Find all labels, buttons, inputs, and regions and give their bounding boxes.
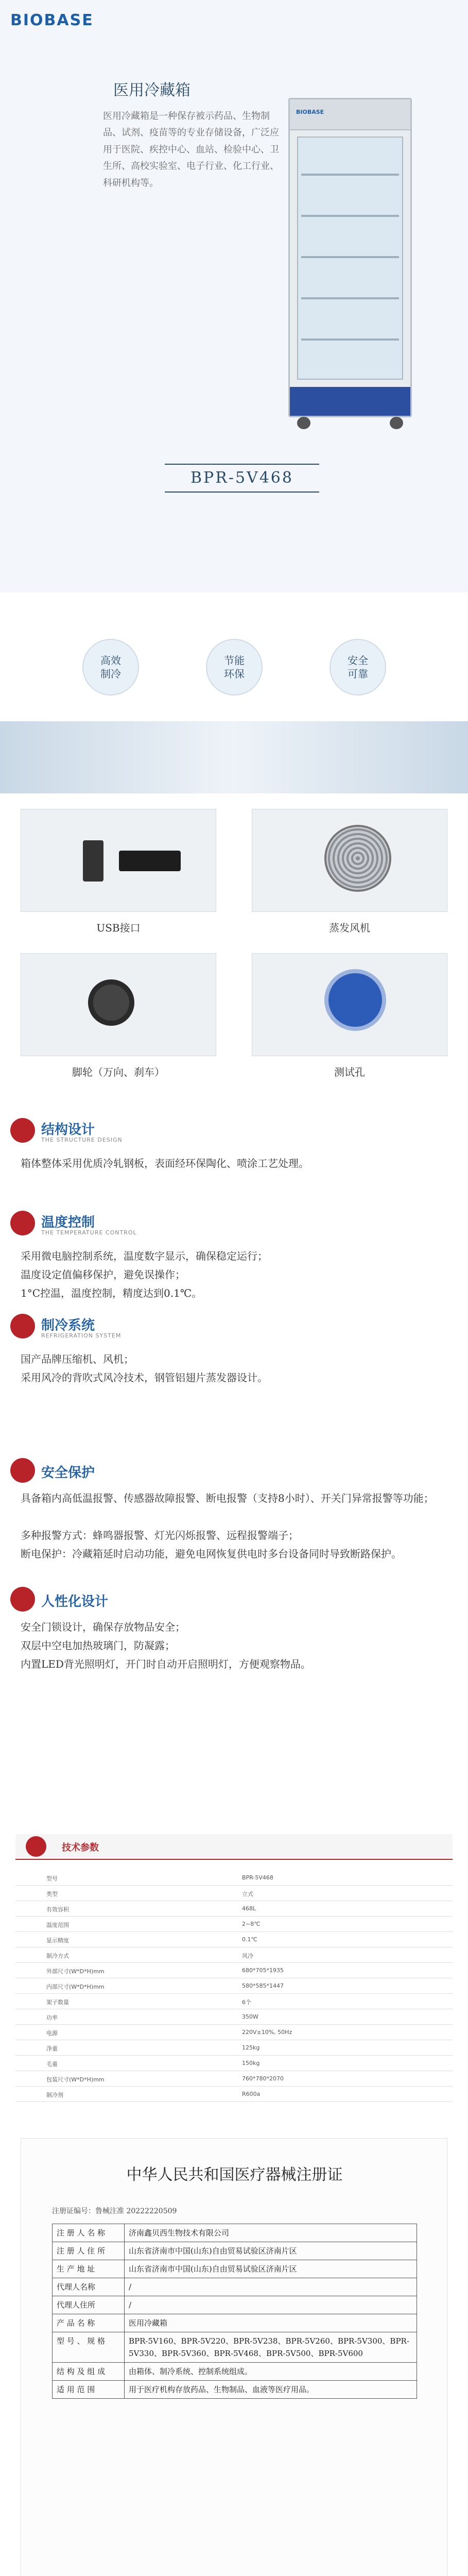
caster-wheel xyxy=(297,417,310,429)
spec-icon xyxy=(26,1836,46,1857)
section-text: 温度设定值偏移保护，避免误操作； xyxy=(21,1268,185,1281)
section-title: 制冷系统 xyxy=(41,1318,95,1333)
feature-safety: 安全 可靠 xyxy=(330,639,386,696)
spec-row xyxy=(15,1994,453,2009)
registration-certificate xyxy=(21,2138,447,2576)
cert-field-label: 产 品 名 称 xyxy=(53,2314,125,2332)
spec-value: 580*585*1447 xyxy=(242,1982,284,1989)
spec-value: 468L xyxy=(242,1905,256,1912)
spec-value: 220V±10%, 50Hz xyxy=(242,2029,292,2036)
hero-section xyxy=(0,0,468,592)
temperature-icon xyxy=(10,1211,35,1235)
spec-row xyxy=(15,2040,453,2056)
detail-caption: 蒸发风机 xyxy=(329,922,370,934)
spec-key: 有效容积 xyxy=(46,1906,69,1913)
shelf xyxy=(301,215,399,217)
spec-value: 150kg xyxy=(242,2060,260,2066)
usb-detail-image xyxy=(21,809,216,912)
section-title: 安全保护 xyxy=(41,1465,95,1481)
detail-caption: USB接口 xyxy=(96,922,141,934)
cert-row xyxy=(53,2332,417,2363)
spec-row xyxy=(15,2071,453,2087)
section-title: 温度控制 xyxy=(41,1215,95,1230)
cert-row xyxy=(53,2314,417,2332)
product-title: 医用冷藏箱 xyxy=(113,81,190,99)
cert-field-value: / xyxy=(125,2278,417,2296)
spec-row xyxy=(15,1901,453,1917)
cert-row xyxy=(53,2363,417,2381)
cert-field-label: 代理人名称 xyxy=(53,2278,125,2296)
caster-wheel xyxy=(390,417,403,429)
usb-port-icon xyxy=(83,840,103,882)
cert-title: 中华人民共和国医疗器械注册证 xyxy=(126,2166,343,2184)
product-description: 医用冷藏箱是一种保存被示药品、生物制品、试剂、疫苗等的专业存储设备，广泛应用于医院、疾控中心、血站、检验中心、卫生所、高校实验室、电子行业、化工行业、科研机构等。 xyxy=(103,111,279,189)
spec-row xyxy=(15,1886,453,1901)
section-title: 人性化设计 xyxy=(41,1594,109,1609)
caster-detail-image xyxy=(21,953,216,1056)
fridge-glass-door xyxy=(297,137,403,380)
fan-icon xyxy=(324,825,391,892)
section-text: 采用风冷的背吹式风冷技术，钢管铝翅片蒸发器设计。 xyxy=(21,1371,268,1384)
spec-row xyxy=(15,1978,453,1994)
section-subtitle: REFRIGERATION SYSTEM xyxy=(41,1332,122,1339)
section-text: 断电保护：冷藏箱延时启动功能，避免电网恢复供电时多台设备同时导致断路保护。 xyxy=(21,1548,402,1560)
cert-table xyxy=(52,2224,417,2399)
section-text: 具备箱内高低温报警、传感器故障报警、断电报警（支持8小时）、开关门异常报警等功能； xyxy=(21,1492,434,1504)
spec-key: 架子数量 xyxy=(46,1999,69,2006)
cert-field-value: 由箱体、制冷系统、控制系统组成。 xyxy=(125,2363,417,2381)
spec-value: 2~8℃ xyxy=(242,1921,261,1927)
cert-field-value: 用于医疗机构存放药品、生物制品、血液等医疗用品。 xyxy=(125,2381,417,2399)
spec-title: 技术参数 xyxy=(62,1842,99,1853)
detail-caption: 测试孔 xyxy=(334,1066,365,1078)
refrigeration-icon xyxy=(10,1314,35,1338)
cert-field-value: 济南鑫贝西生物技术有限公司 xyxy=(125,2224,417,2242)
details-section xyxy=(0,799,468,1108)
cert-number: 注册证编号：鲁械注准 20222220509 xyxy=(52,2207,177,2215)
spec-key: 功率 xyxy=(46,2014,58,2021)
section-text: 采用微电脑控制系统，温度数字显示，确保稳定运行； xyxy=(21,1250,268,1262)
cert-field-label: 注 册 人 住 所 xyxy=(53,2242,125,2260)
spec-key: 毛重 xyxy=(46,2061,58,2067)
safety-icon xyxy=(10,1458,35,1483)
spec-key: 显示精度 xyxy=(46,1937,69,1944)
structure-icon xyxy=(10,1118,35,1143)
spec-row xyxy=(15,1932,453,1947)
spec-key: 包装尺寸(W*D*H)mm xyxy=(46,2076,105,2083)
feature-banner-image xyxy=(0,721,468,793)
spec-value: 立式 xyxy=(242,1891,253,1897)
spec-key: 类型 xyxy=(46,1891,58,1897)
features-section xyxy=(0,592,468,799)
cert-field-value: BPR-5V160、BPR-5V220、BPR-5V238、BPR-5V260、BPR-5V300、BPR-5V330、BPR-5V360、BPR-5V468、BPR-5V500、BPR-5V600 xyxy=(125,2332,417,2363)
spec-row xyxy=(15,2056,453,2071)
section-title: 结构设计 xyxy=(41,1122,95,1138)
section-text: 安全门锁设计，确保存放物品安全； xyxy=(21,1621,185,1633)
spec-key: 电源 xyxy=(46,2030,58,2037)
spec-value: 0.1℃ xyxy=(242,1936,257,1943)
cert-field-label: 型 号 、 规 格 xyxy=(53,2332,125,2363)
spec-value: 125kg xyxy=(242,2044,260,2051)
detail-caption: 脚轮（万向、刹车） xyxy=(72,1066,165,1078)
section-subtitle: THE TEMPERATURE CONTROL xyxy=(41,1229,137,1236)
fan-detail-image xyxy=(252,809,447,912)
fridge-brand: BIOBASE xyxy=(296,109,324,115)
fridge-base xyxy=(290,387,410,416)
cert-field-label: 结 构 及 组 成 xyxy=(53,2363,125,2381)
cert-row xyxy=(53,2242,417,2260)
spec-section xyxy=(0,1834,468,2123)
cert-row xyxy=(53,2224,417,2242)
shelf xyxy=(301,174,399,176)
spec-value: 680*705*1935 xyxy=(242,1967,284,1974)
brand-logo: BIOBASE xyxy=(10,11,94,29)
model-label: BPR-5V468 xyxy=(165,464,319,493)
spec-value: R600a xyxy=(242,2091,261,2097)
section-text: 箱体整体采用优质冷轧钢板，表面经环保陶化、喷涂工艺处理。 xyxy=(21,1157,309,1170)
cert-field-value: / xyxy=(125,2296,417,2314)
design-section xyxy=(0,1108,468,1700)
spec-row xyxy=(15,1917,453,1932)
spec-value: 风冷 xyxy=(242,1953,253,1959)
cert-field-value: 山东省济南市中国(山东)自由贸易试验区济南片区 xyxy=(125,2260,417,2278)
spec-row xyxy=(15,2009,453,2025)
spec-key: 净重 xyxy=(46,2045,58,2052)
section-text: 国产品牌压缩机、风机； xyxy=(21,1353,134,1365)
section-text: 多种报警方式：蜂鸣器报警、灯光闪烁报警、远程报警端子； xyxy=(21,1529,299,1541)
cert-field-label: 生 产 地 址 xyxy=(53,2260,125,2278)
spec-value: 760*780*2070 xyxy=(242,2075,284,2082)
caster-icon xyxy=(88,979,134,1026)
spec-key: 制冷剂 xyxy=(46,2092,63,2098)
feature-efficient: 高效 制冷 xyxy=(82,639,139,696)
spec-value: 6个 xyxy=(242,1999,251,2006)
section-subtitle: THE STRUCTURE DESIGN xyxy=(41,1137,123,1143)
cert-row xyxy=(53,2296,417,2314)
section-text: 内置LED背光照明灯，开门时自动开启照明灯，方便观察物品。 xyxy=(21,1658,311,1670)
usb-slot-icon xyxy=(119,851,181,871)
cert-field-value: 山东省济南市中国(山东)自由贸易试验区济南片区 xyxy=(125,2242,417,2260)
spec-value: 350W xyxy=(242,2013,258,2020)
feature-energy: 节能 环保 xyxy=(206,639,263,696)
spec-value: BPR-5V468 xyxy=(242,1874,273,1881)
spec-header xyxy=(15,1834,453,1860)
cert-row xyxy=(53,2278,417,2296)
cert-row xyxy=(53,2381,417,2399)
cert-field-label: 代理人住所 xyxy=(53,2296,125,2314)
spec-key: 内部尺寸(W*D*H)mm xyxy=(46,1984,105,1990)
section-text: 双层中空电加热玻璃门，防凝露； xyxy=(21,1639,175,1652)
fridge-illustration xyxy=(288,98,412,417)
cert-row xyxy=(53,2260,417,2278)
cert-field-label: 注 册 人 名 称 xyxy=(53,2224,125,2242)
cert-field-value: 医用冷藏箱 xyxy=(125,2314,417,2332)
spec-row xyxy=(15,1963,453,1978)
spec-row xyxy=(15,2025,453,2040)
spec-row xyxy=(15,2087,453,2102)
spec-key: 制冷方式 xyxy=(46,1953,69,1959)
cert-field-label: 适 用 范 围 xyxy=(53,2381,125,2399)
spec-key: 温度范围 xyxy=(46,1922,69,1928)
shelf xyxy=(301,256,399,258)
shelf xyxy=(301,338,399,341)
spec-key: 外部尺寸(W*D*H)mm xyxy=(46,1968,105,1975)
test-port-detail-image xyxy=(252,953,447,1056)
spec-key: 型号 xyxy=(46,1875,58,1882)
spec-row xyxy=(15,1947,453,1963)
humanized-icon xyxy=(10,1587,35,1612)
spec-row xyxy=(15,1870,453,1886)
shelf xyxy=(301,297,399,299)
test-port-icon xyxy=(324,969,386,1031)
section-text: 1°C控温，温度控制，精度达到0.1℃。 xyxy=(21,1287,202,1299)
